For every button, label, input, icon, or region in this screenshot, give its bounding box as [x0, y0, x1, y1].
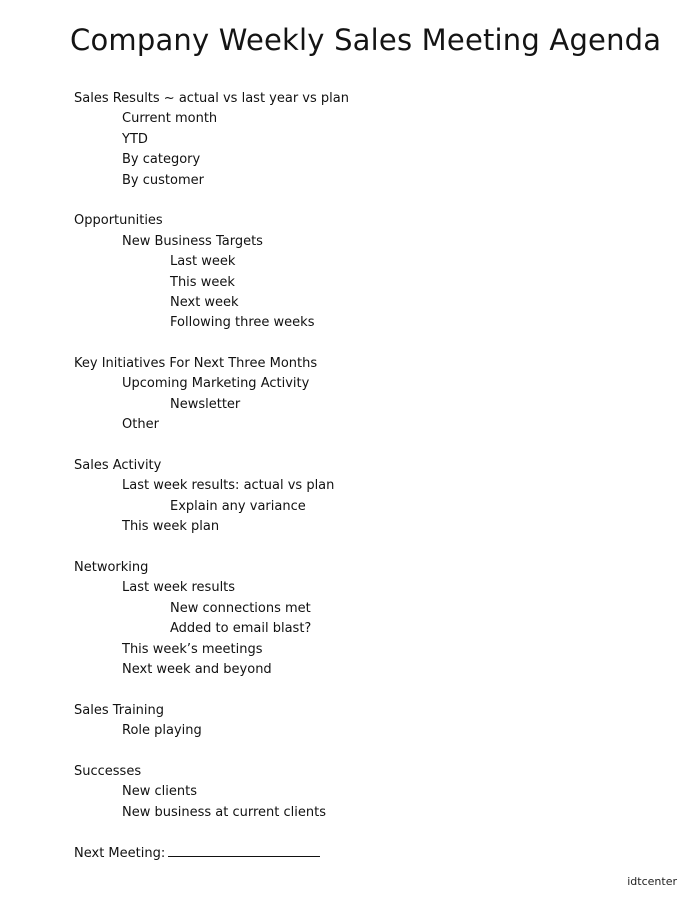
- agenda-item: Added to email blast?: [170, 621, 312, 637]
- agenda-item: Role playing: [122, 723, 202, 739]
- agenda-item: Last week results: [122, 580, 236, 596]
- section-heading: Networking: [74, 559, 149, 575]
- agenda-item: Last week: [170, 254, 236, 270]
- agenda-item: YTD: [122, 131, 148, 147]
- next-meeting-blank-line: [168, 843, 320, 857]
- watermark-label: idtcenter: [627, 875, 677, 888]
- agenda-item: Following three weeks: [170, 315, 315, 331]
- agenda-item: By category: [122, 152, 201, 168]
- agenda-item: New Business Targets: [122, 233, 263, 249]
- section-heading: Sales Results ~ actual vs last year vs plan: [74, 91, 349, 106]
- agenda-item: Next week and beyond: [122, 661, 272, 677]
- section-heading: Opportunities: [74, 213, 163, 229]
- agenda-item: This week: [170, 274, 235, 290]
- agenda-item: By customer: [122, 172, 204, 188]
- agenda-section: [74, 558, 674, 680]
- section-heading: Key Initiatives For Next Three Months: [74, 356, 318, 372]
- agenda-item: New business at current clients: [122, 804, 326, 820]
- agenda-item: Current month: [122, 111, 218, 127]
- agenda-item: New connections met: [170, 600, 311, 616]
- section-heading: Successes: [74, 763, 142, 779]
- agenda-section: [74, 211, 674, 333]
- agenda-item: Last week results: actual vs plan: [122, 478, 335, 494]
- agenda-item: Upcoming Marketing Activity: [122, 376, 310, 392]
- agenda-item: Newsletter: [170, 396, 241, 412]
- section-heading: Sales Activity: [74, 458, 162, 474]
- agenda-section: [74, 354, 674, 436]
- agenda-item: Next week: [170, 294, 239, 310]
- agenda-section: [74, 701, 674, 742]
- next-meeting-row: [74, 843, 674, 863]
- agenda-section: [74, 456, 674, 538]
- agenda-section: [74, 762, 674, 823]
- agenda-item: This week plan: [122, 519, 220, 535]
- next-meeting-label: Next Meeting:: [74, 846, 166, 862]
- agenda-section: [74, 89, 674, 191]
- agenda-item: This week’s meetings: [122, 641, 263, 657]
- agenda-item: Other: [122, 417, 159, 433]
- agenda-body: [74, 89, 674, 864]
- page-title: Company Weekly Sales Meeting Agenda: [70, 23, 662, 57]
- agenda-item: Explain any variance: [170, 498, 306, 514]
- section-heading: Sales Training: [74, 702, 165, 718]
- agenda-item: New clients: [122, 784, 197, 800]
